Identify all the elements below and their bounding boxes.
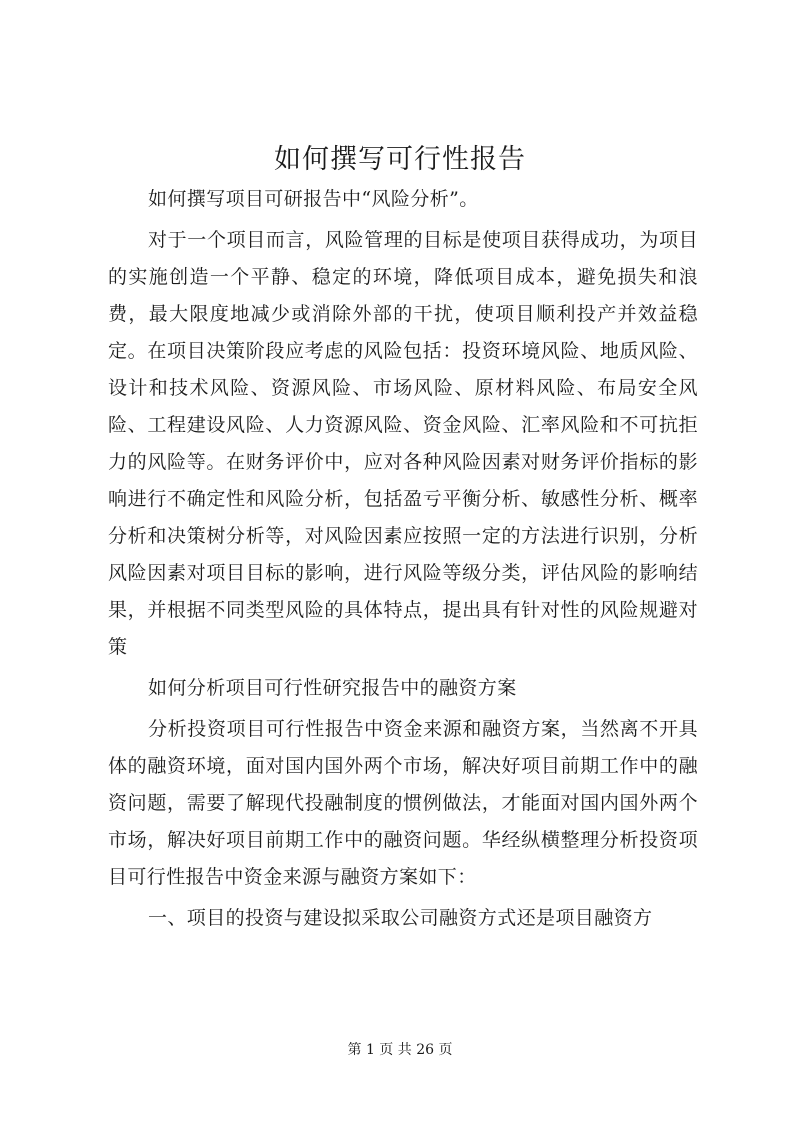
document-body [108, 181, 698, 941]
paragraph-3: 如何分析项目可行性研究报告中的融资方案 [148, 677, 517, 699]
page-footer [0, 1040, 800, 1060]
paragraph-4: 分析投资项目可行性报告中资金来源和融资方案，当然离不开具体的融资环境，面对国内国外两个市场，解决好项目前期工作中的融资问题，需要了解现代投融制度的惯例做法，才能面对国内国外两个市场，解决好项目前期工作中的融资问题。华经纵横整理分析投资项目可行性报告中资金来源与融资方案如下： [108, 718, 698, 888]
paragraph-1: 如何撰写项目可研报告中“风险分析”。 [148, 188, 479, 210]
document-title: 如何撰写可行性报告 [274, 144, 526, 175]
paragraph-5: 一、项目的投资与建设拟采取公司融资方式还是项目融资方 [148, 907, 653, 929]
paragraph-2: 对于一个项目而言，风险管理的目标是使项目获得成功，为项目的实施创造一个平静、稳定的环境，降低项目成本，避免损失和浪费，最大限度地减少或消除外部的干扰，使项目顺利投产并效益稳定。在项目决策阶段应考虑的风险包括：投资环境风险、地质风险、设计和技术风险、资源风险、市场风险、原材料风险、布局安全风险、工程建设风险、人力资源风险、资金风险、汇率风险和不可抗拒力的风险等。在财务评价中，应对各种风险因素对财务评价指标的影响进行不确定性和风险分析，包括盈亏平衡分析、敏感性分析、概率分析和决策树分析等，对风险因素应按照一定的方法进行识别，分析风险因素对项目目标的影响，进行风险等级分类，评估风险的影响结果，并根据不同类型风险的具体特点，提出具有针对性的风险规避对策 [108, 229, 698, 658]
page-number-label: 第 1 页 共 26 页 [347, 1042, 453, 1058]
